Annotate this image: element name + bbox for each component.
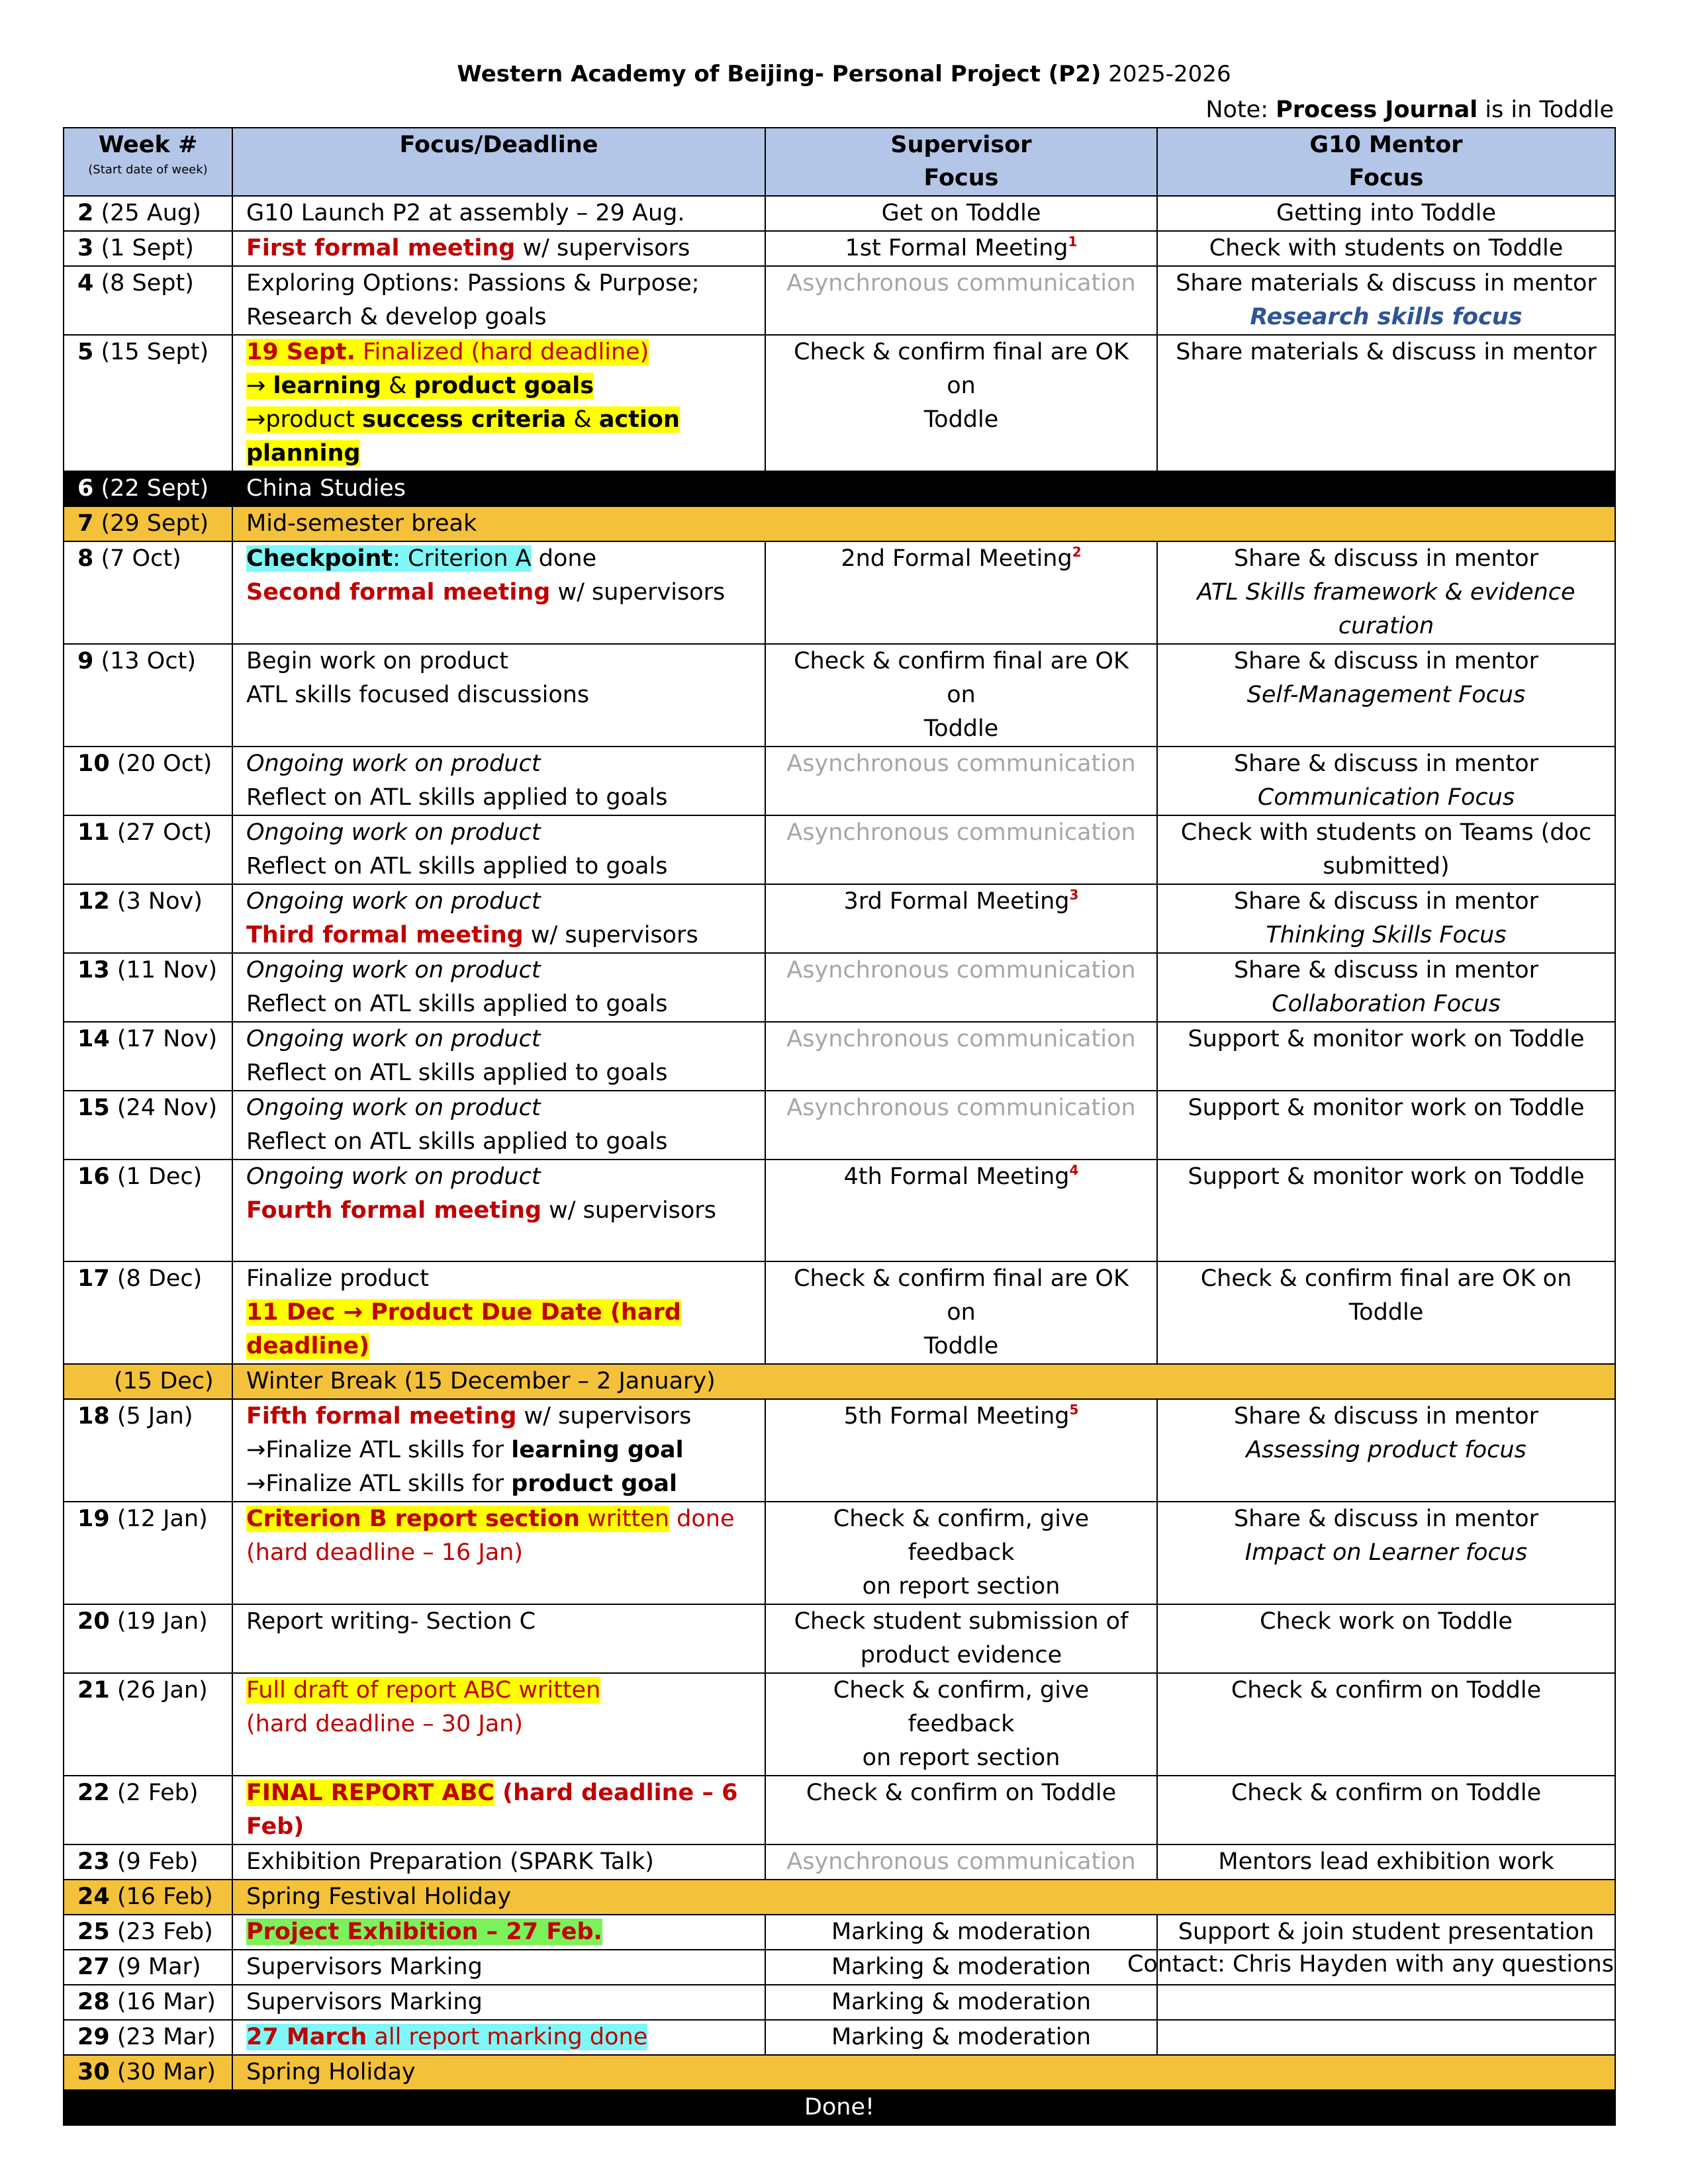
week-cell: 29 (23 Mar)	[64, 2020, 232, 2055]
table-row	[64, 1604, 1615, 1673]
focus-cell: Report writing- Section C	[232, 1604, 765, 1673]
supervisor-cell	[765, 471, 1157, 506]
supervisor-cell: Asynchronous communication	[765, 1091, 1157, 1160]
focus-cell: Checkpoint: Criterion A done Second formal meeting w/ supervisors	[232, 541, 765, 644]
table-row	[64, 231, 1615, 266]
table-row	[64, 815, 1615, 884]
focus-cell: Fifth formal meeting w/ supervisors →Finalize ATL skills for learning goal →Finalize ATL skills for product goal	[232, 1399, 765, 1502]
week-cell: 27 (9 Mar)	[64, 1950, 232, 1985]
supervisor-cell: 3rd Formal Meeting$^3$	[765, 884, 1157, 953]
focus-cell: Ongoing work on product Third formal meeting w/ supervisors	[232, 884, 765, 953]
supervisor-cell: Marking & moderation	[765, 2020, 1157, 2055]
supervisor-cell: Check student submission of product evidence	[765, 1604, 1157, 1673]
week-cell: 30 (30 Mar)	[64, 2055, 232, 2090]
focus-cell: 19 Sept. Finalized (hard deadline) → learning & product goals →product success criteria & action planning	[232, 335, 765, 471]
table-row	[64, 1160, 1615, 1261]
supervisor-cell: Asynchronous communication	[765, 1844, 1157, 1880]
mentor-cell: Check work on Toddle	[1157, 1604, 1615, 1673]
schedule-table	[63, 127, 1616, 2126]
focus-cell: China Studies	[232, 471, 765, 506]
mentor-cell: Support & monitor work on Toddle	[1157, 1022, 1615, 1091]
table-row	[64, 1364, 1615, 1399]
week-cell: 14 (17 Nov)	[64, 1022, 232, 1091]
focus-cell: Supervisors Marking	[232, 1985, 765, 2020]
table-row	[64, 1502, 1615, 1604]
focus-cell: Ongoing work on product Reflect on ATL skills applied to goals	[232, 1022, 765, 1091]
week-cell: 7 (29 Sept)	[64, 506, 232, 541]
table-row	[64, 471, 1615, 506]
table-header-row	[64, 128, 1615, 196]
focus-cell: Spring Festival Holiday	[232, 1880, 1615, 1915]
focus-cell: Ongoing work on product Reflect on ATL skills applied to goals	[232, 747, 765, 815]
supervisor-cell: Marking & moderation	[765, 1985, 1157, 2020]
mentor-cell	[1157, 1985, 1615, 2020]
mentor-cell: Share materials & discuss in mentor Research skills focus	[1157, 266, 1615, 335]
table-row	[64, 2055, 1615, 2090]
table-row	[64, 747, 1615, 815]
week-cell: 11 (27 Oct)	[64, 815, 232, 884]
table-row	[64, 1844, 1615, 1880]
supervisor-cell: Check & confirm final are OK on Toddle	[765, 1261, 1157, 1364]
focus-cell: Supervisors Marking	[232, 1950, 765, 1985]
week-column-header: Week # (Start date of week)	[64, 128, 232, 196]
mentor-cell: Share & discuss in mentor Collaboration Focus	[1157, 953, 1615, 1022]
table-row	[64, 541, 1615, 644]
week-cell: 17 (8 Dec)	[64, 1261, 232, 1364]
week-cell: 21 (26 Jan)	[64, 1673, 232, 1776]
table-row	[64, 506, 1615, 541]
focus-cell: Finalize product 11 Dec → Product Due Date (hard deadline)	[232, 1261, 765, 1364]
process-journal-note: Note: Process Journal is in Toddle	[1205, 97, 1614, 123]
document-title: Western Academy of Beijing- Personal Project (P2) 2025-2026	[457, 61, 1231, 87]
week-cell: 8 (7 Oct)	[64, 541, 232, 644]
focus-cell: Criterion B report section written done (hard deadline – 16 Jan)	[232, 1502, 765, 1604]
table-row	[64, 2020, 1615, 2055]
focus-cell: Exploring Options: Passions & Purpose; Research & develop goals	[232, 266, 765, 335]
supervisor-cell: Check & confirm final are OK on Toddle	[765, 644, 1157, 747]
supervisor-cell: Asynchronous communication	[765, 266, 1157, 335]
mentor-cell	[1157, 471, 1615, 506]
table-row	[64, 1880, 1615, 1915]
supervisor-cell: Check & confirm, give feedback on report section	[765, 1502, 1157, 1604]
table-row	[64, 1022, 1615, 1091]
focus-cell: Ongoing work on product Reflect on ATL skills applied to goals	[232, 815, 765, 884]
table-row	[64, 1776, 1615, 1844]
mentor-cell: Support & monitor work on Toddle	[1157, 1160, 1615, 1261]
mentor-cell: Support & monitor work on Toddle	[1157, 1091, 1615, 1160]
week-cell: 23 (9 Feb)	[64, 1844, 232, 1880]
week-cell: 25 (23 Feb)	[64, 1915, 232, 1950]
week-cell: 9 (13 Oct)	[64, 644, 232, 747]
focus-cell: 27 March all report marking done	[232, 2020, 765, 2055]
mentor-cell: Share & discuss in mentor Self-Management Focus	[1157, 644, 1615, 747]
supervisor-cell: Check & confirm, give feedback on report section	[765, 1673, 1157, 1776]
focus-cell: Full draft of report ABC written (hard deadline – 30 Jan)	[232, 1673, 765, 1776]
table-row	[64, 266, 1615, 335]
table-row	[64, 1399, 1615, 1502]
week-cell: 20 (19 Jan)	[64, 1604, 232, 1673]
focus-column-header: Focus/Deadline	[232, 128, 765, 196]
mentor-cell: Share & discuss in mentor Assessing product focus	[1157, 1399, 1615, 1502]
mentor-cell: Check & confirm on Toddle	[1157, 1776, 1615, 1844]
focus-cell: Project Exhibition – 27 Feb.	[232, 1915, 765, 1950]
week-cell: 5 (15 Sept)	[64, 335, 232, 471]
supervisor-cell: Asynchronous communication	[765, 815, 1157, 884]
supervisor-cell: Asynchronous communication	[765, 747, 1157, 815]
focus-cell: Ongoing work on product Reflect on ATL skills applied to goals	[232, 953, 765, 1022]
table-row	[64, 644, 1615, 747]
mentor-cell	[1157, 2020, 1615, 2055]
table-row	[64, 1261, 1615, 1364]
mentor-cell: Support & join student presentation	[1157, 1915, 1615, 1950]
contact-note: Contact: Chris Hayden with any questions	[1127, 1951, 1614, 1978]
mentor-cell: Mentors lead exhibition work	[1157, 1844, 1615, 1880]
focus-cell: Spring Holiday	[232, 2055, 1615, 2090]
supervisor-cell: 4th Formal Meeting$^4$	[765, 1160, 1157, 1261]
focus-cell: Winter Break (15 December – 2 January)	[232, 1364, 1615, 1399]
week-cell: 22 (2 Feb)	[64, 1776, 232, 1844]
focus-cell: Mid-semester break	[232, 506, 1615, 541]
supervisor-cell: Asynchronous communication	[765, 953, 1157, 1022]
focus-cell: Exhibition Preparation (SPARK Talk)	[232, 1844, 765, 1880]
done-row	[64, 2090, 1615, 2125]
week-cell: 13 (11 Nov)	[64, 953, 232, 1022]
week-cell: 18 (5 Jan)	[64, 1399, 232, 1502]
week-cell: 15 (24 Nov)	[64, 1091, 232, 1160]
focus-cell: G10 Launch P2 at assembly – 29 Aug.	[232, 196, 765, 231]
supervisor-cell: Get on Toddle	[765, 196, 1157, 231]
mentor-cell: Check with students on Toddle	[1157, 231, 1615, 266]
table-row	[64, 1091, 1615, 1160]
done-cell: Done!	[64, 2090, 1615, 2125]
table-row	[64, 335, 1615, 471]
focus-cell: First formal meeting w/ supervisors	[232, 231, 765, 266]
table-row	[64, 1985, 1615, 2020]
week-cell: 2 (25 Aug)	[64, 196, 232, 231]
week-cell: 10 (20 Oct)	[64, 747, 232, 815]
mentor-column-header: G10 Mentor Focus	[1157, 128, 1615, 196]
focus-cell: Ongoing work on product Reflect on ATL skills applied to goals	[232, 1091, 765, 1160]
mentor-cell: Check & confirm on Toddle	[1157, 1673, 1615, 1776]
week-cell: 6 (22 Sept)	[64, 471, 232, 506]
table-row	[64, 953, 1615, 1022]
supervisor-column-header: Supervisor Focus	[765, 128, 1157, 196]
supervisor-cell: Check & confirm final are OK on Toddle	[765, 335, 1157, 471]
mentor-cell: Share & discuss in mentor Thinking Skills Focus	[1157, 884, 1615, 953]
focus-cell: FINAL REPORT ABC (hard deadline – 6 Feb)	[232, 1776, 765, 1844]
supervisor-cell: Check & confirm on Toddle	[765, 1776, 1157, 1844]
mentor-cell: Check with students on Teams (doc submitted)	[1157, 815, 1615, 884]
table-row	[64, 1673, 1615, 1776]
table-row	[64, 196, 1615, 231]
week-cell: 3 (1 Sept)	[64, 231, 232, 266]
week-cell: 4 (8 Sept)	[64, 266, 232, 335]
mentor-cell: Share materials & discuss in mentor	[1157, 335, 1615, 471]
mentor-cell: Share & discuss in mentor ATL Skills framework & evidence curation	[1157, 541, 1615, 644]
table-row	[64, 1915, 1615, 1950]
table-row	[64, 884, 1615, 953]
supervisor-cell: 2nd Formal Meeting$^2$	[765, 541, 1157, 644]
week-cell: 28 (16 Mar)	[64, 1985, 232, 2020]
focus-cell: Begin work on product ATL skills focused discussions	[232, 644, 765, 747]
mentor-cell: Share & discuss in mentor Communication Focus	[1157, 747, 1615, 815]
week-cell: 12 (3 Nov)	[64, 884, 232, 953]
supervisor-cell: Marking & moderation	[765, 1915, 1157, 1950]
week-cell: 24 (16 Feb)	[64, 1880, 232, 1915]
week-cell: (15 Dec)	[64, 1364, 232, 1399]
supervisor-cell: Asynchronous communication	[765, 1022, 1157, 1091]
week-cell: 19 (12 Jan)	[64, 1502, 232, 1604]
supervisor-cell: Marking & moderation	[765, 1950, 1157, 1985]
supervisor-cell: 5th Formal Meeting$^5$	[765, 1399, 1157, 1502]
mentor-cell: Getting into Toddle	[1157, 196, 1615, 231]
supervisor-cell: 1st Formal Meeting$^1$	[765, 231, 1157, 266]
week-cell: 16 (1 Dec)	[64, 1160, 232, 1261]
focus-cell: Ongoing work on product Fourth formal meeting w/ supervisors	[232, 1160, 765, 1261]
mentor-cell: Check & confirm final are OK on Toddle	[1157, 1261, 1615, 1364]
mentor-cell: Share & discuss in mentor Impact on Learner focus	[1157, 1502, 1615, 1604]
